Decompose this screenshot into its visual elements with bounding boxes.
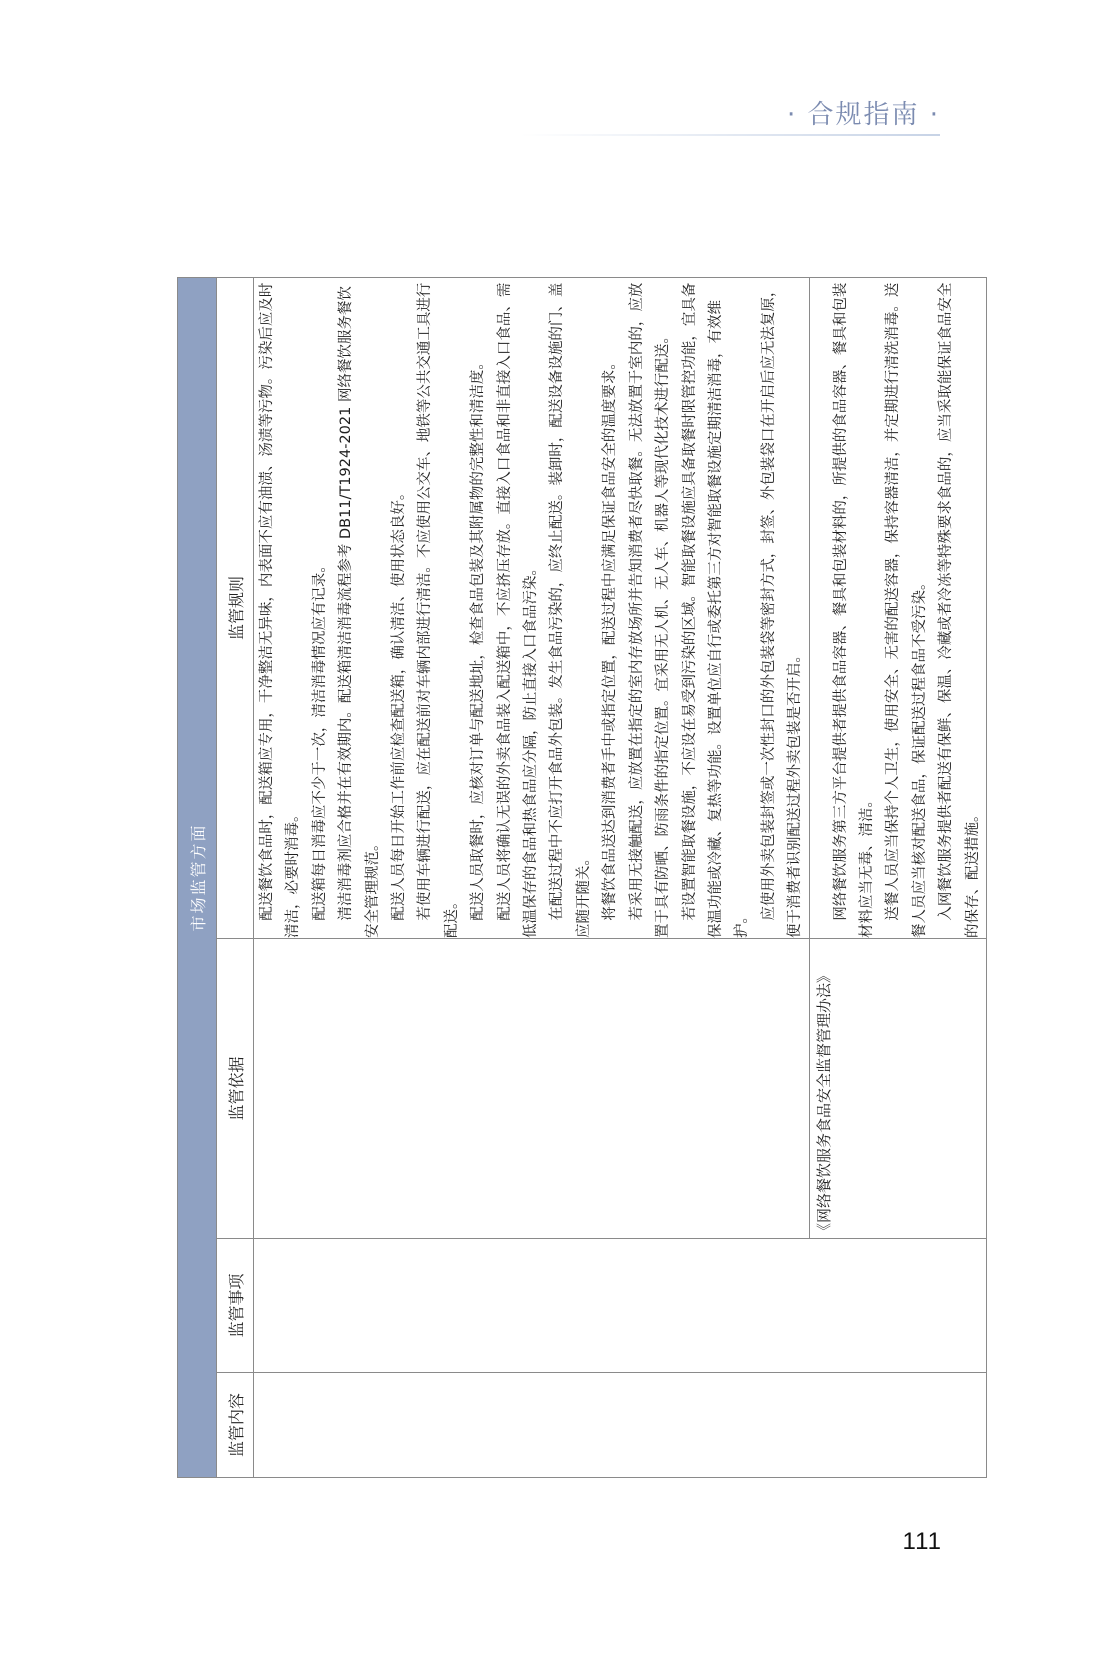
column-header-rules: 监管规则: [217, 277, 254, 938]
basis-cell: [254, 939, 810, 1239]
rule-paragraph: 若设置智能取餐设施，不应设在易受到污染的区域。智能取餐设施应具备取餐时限管控功能，宜具备保温功能或冷藏、复热等功能。设置单位应自行或委托第三方对智能取餐设施定期清洁消毒，有效维护。: [681, 282, 751, 938]
header-divider: [520, 134, 940, 136]
page-number: 111: [902, 1528, 942, 1555]
rule-paragraph: 网络餐饮服务第三方平台提供者提供食品容器、餐具和包装材料的，所提供的食品容器、餐具和包装材料应当无毒、清洁。: [832, 282, 875, 938]
section-title: · 合规指南 ·: [786, 100, 940, 130]
table-band-title: 市场监管方面: [178, 277, 217, 1477]
rule-paragraph: 配送餐饮食品时，配送箱应专用，干净整洁无异味，内表面不应有油渍、汤渍等污物。污染后应及时清洁，必要时消毒。: [259, 282, 302, 938]
content-cell: [254, 1373, 987, 1478]
rule-paragraph: 配送人员将确认无误的外卖食品装入配送箱中，不应挤压存放。直接入口食品和非直接入口食品、需低温保存的食品和热食品应分隔，防止直接入口食品污染。: [496, 282, 540, 938]
rule-paragraph: 配送箱每日消毒应不少于一次，清洁消毒情况应有记录。: [311, 558, 328, 921]
table-row: [254, 277, 810, 1477]
rule-paragraph: 配送人员每日开始工作前应检查配送箱，确认清洁、使用状态良好。: [391, 485, 408, 921]
regulation-table-rotated: [177, 278, 981, 1478]
rule-paragraph: 将餐饮食品送达到消费者手中或指定位置，配送过程中应满足保证食品安全的温度要求。: [602, 355, 619, 921]
regulation-table: [177, 277, 987, 1478]
rule-paragraph: 配送人员取餐时，应核对订单与配送地址，检查食品包装及其附属物的完整性和清洁度。: [470, 355, 487, 921]
column-header-item: 监管事项: [217, 1239, 254, 1373]
spacer: [810, 278, 828, 938]
column-header-content: 监管内容: [217, 1373, 254, 1478]
rule-paragraph: 在配送过程中不应打开食品外包装。发生食品污染的，应终止配送。装卸时，配送设备设施的门、盖应随开随关。: [549, 282, 592, 938]
rule-paragraph: 若使用车辆进行配送，应在配送前对车辆内部进行清洁。不应使用公交车、地铁等公共交通工具进行配送。: [417, 282, 460, 938]
rule-paragraph: 清洁消毒剂应合格并在有效期内。配送箱清洁消毒流程参考 DB11/T1924-2021 网络餐饮服务餐饮安全管理规范。: [338, 286, 381, 938]
rule-paragraph: 入网餐饮服务提供者配送有保鲜、保温、冷藏或者冷冻等特殊要求食品的，应当采取能保证食品安全的保存、配送措施。: [938, 282, 981, 938]
column-header-basis: 监管依据: [217, 939, 254, 1239]
rule-paragraph: 送餐人员应当保持个人卫生，使用安全、无害的配送容器，保持容器清洁，并定期进行清洗消毒。送餐人员应当核对配送食品，保证配送过程食品不受污染。: [885, 282, 928, 938]
item-cell: [254, 1239, 987, 1373]
rules-cell: [254, 277, 810, 938]
rules-cell: [809, 277, 986, 938]
basis-cell: 《网络餐饮服务食品安全监督管理办法》: [809, 939, 986, 1239]
rule-paragraph: 应使用外卖包装封签或一次性封口的外包装袋等密封方式，封签、外包装袋口在开启后应无法复原，便于消费者识别配送过程外卖包装是否开启。: [760, 282, 804, 938]
rule-paragraph: 若采用无接触配送，应放置在指定的室内存放场所并告知消费者尽快取餐。无法放置于室内的，应放置于具有防晒、防雨条件的指定位置。宜采用无人机、无人车、机器人等现代化技术进行配送。: [628, 282, 672, 938]
page-header: [0, 80, 1102, 150]
